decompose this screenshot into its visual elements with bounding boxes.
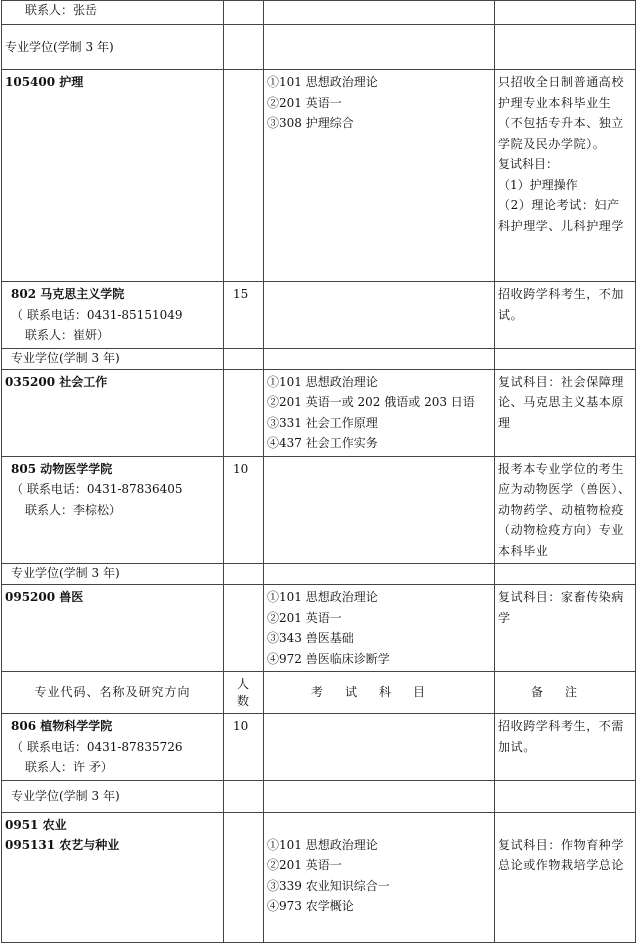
subjects-cell — [264, 1, 495, 25]
quota-count: 10 — [233, 719, 249, 733]
notes-cell — [495, 348, 636, 369]
count-cell — [224, 585, 264, 672]
subjects-cell — [264, 714, 495, 781]
subject-item: ②201 英语一或 202 俄语或 203 日语 — [267, 395, 475, 409]
degree-type-cell — [2, 348, 224, 369]
field-name: 0951 农业 — [5, 817, 67, 832]
subject-item: ②201 英语一 — [267, 95, 342, 110]
table-row — [2, 812, 636, 942]
college-name: 805 动物医学学院 — [11, 461, 113, 476]
subjects-cell — [264, 282, 495, 349]
header-count-column — [224, 672, 264, 714]
subjects-cell — [264, 369, 495, 456]
header-label: 数 — [236, 693, 250, 708]
major-cell — [2, 369, 224, 456]
subjects-cell — [264, 456, 495, 564]
notes-cell — [495, 282, 636, 349]
college-cell — [2, 714, 224, 781]
notes-cell — [495, 25, 636, 70]
subject-item: ①101 思想政治理论 — [267, 75, 378, 89]
college-cell — [2, 282, 224, 349]
header-notes-column — [495, 672, 636, 714]
contact-text: 联系人：张岳 — [25, 3, 98, 17]
notes-cell — [495, 70, 636, 282]
subjects-cell — [264, 348, 495, 369]
major-cell — [2, 70, 224, 282]
college-name: 802 马克思主义学院 — [11, 287, 125, 301]
count-cell — [224, 348, 264, 369]
note-text: 复试科目：作物育种学总论或作物栽培学总论 — [498, 837, 625, 872]
enrollment-table — [1, 0, 636, 943]
quota-count: 15 — [233, 287, 249, 301]
note-text: （1）护理操作 — [498, 177, 578, 192]
college-name: 806 植物科学学院 — [11, 719, 113, 733]
notes-cell — [495, 714, 636, 781]
header-label: 考试科目 — [310, 685, 447, 700]
degree-type-label: 专业学位(学制 3 年) — [5, 39, 114, 54]
table-row — [2, 369, 636, 456]
contact-cell — [2, 1, 224, 25]
college-phone: （ 联系电话：0431-85151049 — [11, 307, 183, 322]
count-cell — [224, 1, 264, 25]
count-cell — [224, 369, 264, 456]
note-text: 招收跨学科考生，不加试。 — [498, 287, 625, 322]
major-name: 095200 兽医 — [5, 590, 84, 604]
count-cell — [224, 564, 264, 585]
count-cell — [224, 70, 264, 282]
subject-item: ②201 英语一 — [267, 858, 342, 872]
header-label: 备注 — [530, 685, 599, 700]
header-subjects-column — [264, 672, 495, 714]
table-row — [2, 282, 636, 349]
subject-item: ③343 兽医基础 — [267, 631, 354, 645]
note-text: 复试科目：家畜传染病学 — [498, 590, 625, 625]
note-text: （2）理论考试：妇产科护理学、儿科护理学 — [498, 198, 625, 233]
note-text: 招收跨学科考生，不需加试。 — [498, 719, 625, 754]
note-text: 复试科目： — [498, 157, 559, 171]
table-row — [2, 714, 636, 781]
subjects-cell — [264, 585, 495, 672]
degree-type-cell — [2, 25, 224, 70]
major-cell — [2, 585, 224, 672]
subject-item: ②201 英语一 — [267, 610, 342, 625]
subject-item: ③331 社会工作原理 — [267, 415, 378, 430]
subject-item: ①101 思想政治理论 — [267, 590, 378, 604]
college-contact: 联系人：崔妍） — [25, 328, 110, 342]
table-row — [2, 348, 636, 369]
subject-item: ①101 思想政治理论 — [267, 837, 378, 852]
header-label: 专业代码、名称及研究方向 — [34, 685, 191, 700]
subjects-cell — [264, 780, 495, 812]
table-row — [2, 585, 636, 672]
college-contact: 联系人：许 矛） — [25, 760, 113, 774]
table-row — [2, 1, 636, 25]
count-cell — [224, 780, 264, 812]
subject-item: ③308 护理综合 — [267, 116, 354, 130]
count-cell — [224, 25, 264, 70]
subject-item: ①101 思想政治理论 — [267, 374, 378, 389]
note-text: 报考本专业学位的考生应为动物医学（兽医）、动物药学、动植物检疫（动物检疫方向）专业本科毕业 — [498, 461, 631, 558]
college-phone: （ 联系电话：0431-87836405 — [11, 482, 183, 496]
degree-type-label: 专业学位(学制 3 年) — [11, 350, 120, 365]
notes-cell — [495, 812, 636, 942]
table-row — [2, 564, 636, 585]
header-label: 人 — [236, 676, 250, 691]
notes-cell — [495, 1, 636, 25]
subjects-cell — [264, 564, 495, 585]
degree-type-label: 专业学位(学制 3 年) — [11, 788, 120, 803]
notes-cell — [495, 585, 636, 672]
degree-type-cell — [2, 564, 224, 585]
college-cell — [2, 456, 224, 564]
note-text: 复试科目：社会保障理论、马克思主义基本原理 — [498, 374, 625, 430]
college-contact: 联系人：李棕松） — [25, 502, 122, 517]
subjects-cell — [264, 70, 495, 282]
subject-item: ④437 社会工作实务 — [267, 436, 378, 450]
count-cell — [224, 714, 264, 781]
subjects-cell — [264, 812, 495, 942]
degree-type-label: 专业学位(学制 3 年) — [11, 566, 120, 580]
notes-cell — [495, 456, 636, 564]
table-row — [2, 25, 636, 70]
major-name: 095131 农艺与种业 — [5, 838, 120, 852]
table-row — [2, 456, 636, 564]
college-phone: （ 联系电话：0431-87835726 — [11, 739, 183, 754]
header-major-column — [2, 672, 224, 714]
table-row — [2, 70, 636, 282]
subjects-cell — [264, 25, 495, 70]
count-cell — [224, 456, 264, 564]
subject-item: ④973 农学概论 — [267, 899, 354, 913]
major-name: 105400 护理 — [5, 75, 84, 89]
quota-count: 10 — [233, 461, 249, 476]
subject-item: ③339 农业知识综合一 — [267, 878, 390, 893]
notes-cell — [495, 780, 636, 812]
notes-cell — [495, 564, 636, 585]
count-cell — [224, 812, 264, 942]
major-cell — [2, 812, 224, 942]
note-text: 只招收全日制普通高校护理专业本科毕业生（不包括专升本、独立学院及民办学院）。 — [498, 75, 625, 151]
notes-cell — [495, 369, 636, 456]
count-cell — [224, 282, 264, 349]
major-name: 035200 社会工作 — [5, 374, 108, 389]
subject-item: ④972 兽医临床诊断学 — [267, 651, 390, 666]
degree-type-cell — [2, 780, 224, 812]
table-row — [2, 780, 636, 812]
table-header-row — [2, 672, 636, 714]
